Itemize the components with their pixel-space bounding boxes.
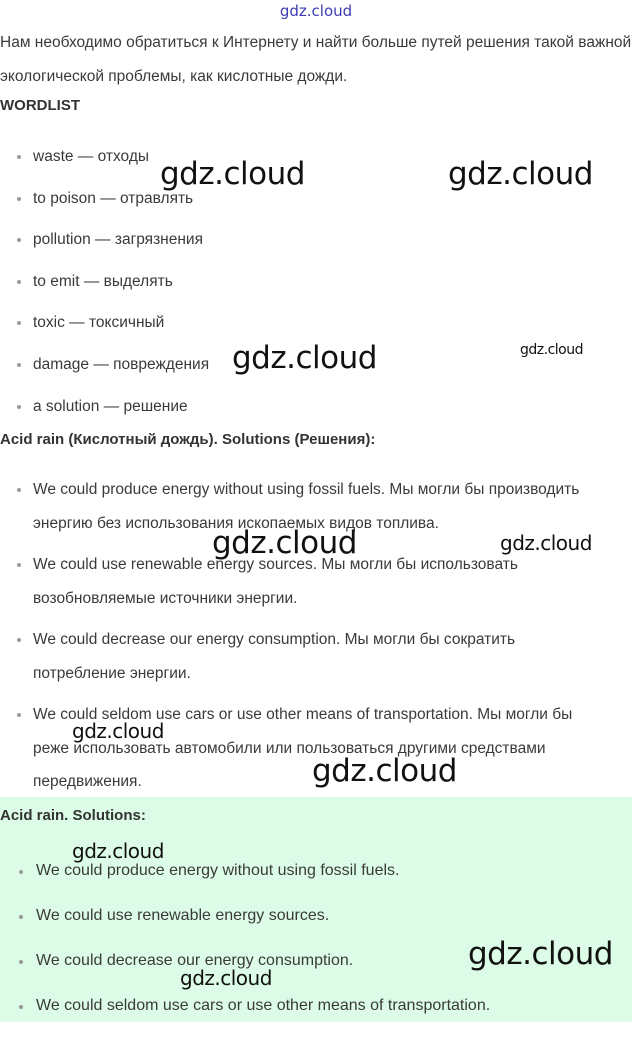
list-item: We could use renewable energy sources. Мы могли бы использовать возобновляемые источники энергии. <box>0 548 600 615</box>
list-item: We could seldom use cars or use other means of transportation. <box>0 996 632 1041</box>
list-item: to emit — выделять <box>0 272 632 314</box>
watermark: gdz.cloud <box>468 936 613 972</box>
short-solutions-heading: Acid rain. Solutions: <box>0 807 146 824</box>
watermark: gdz.cloud <box>312 753 457 789</box>
watermark-top: gdz.cloud <box>279 2 353 20</box>
watermark: gdz.cloud <box>232 340 377 376</box>
watermark: gdz.cloud <box>212 525 357 561</box>
list-item: We could seldom use cars or use other means of transportation. Мы могли бы реже использовать автомобили или пользоваться другими средствами передвижения. <box>0 698 600 799</box>
list-item: We could produce energy without using fossil fuels. Мы могли бы производить энергию без использования ископаемых видов топлива. <box>0 473 600 540</box>
watermark: gdz.cloud <box>520 342 583 358</box>
solutions-list <box>0 473 600 807</box>
intro-paragraph: Нам необходимо обратиться к Интернету и найти больше путей решения такой важной экологической проблемы, как кислотные дожди. <box>0 34 632 85</box>
watermark: gdz.cloud <box>72 839 164 863</box>
list-item: toxic — токсичный <box>0 313 632 355</box>
list-item: We could use renewable energy sources. <box>0 906 632 951</box>
list-item: a solution — решение <box>0 397 632 439</box>
watermark: gdz.cloud <box>72 719 164 743</box>
list-item: We could decrease our energy consumption. <box>0 951 632 996</box>
watermark: gdz.cloud <box>180 966 272 990</box>
list-item: damage — повреждения <box>0 355 632 397</box>
list-item: We could decrease our energy consumption. Мы могли бы сократить потребление энергии. <box>0 623 600 690</box>
list-item: to poison — отравлять <box>0 189 632 231</box>
list-item: We could produce energy without using fossil fuels. <box>0 861 632 906</box>
wordlist-heading: WORDLIST <box>0 97 80 114</box>
list-item: pollution — загрязнения <box>0 230 632 272</box>
watermark: gdz.cloud <box>160 156 305 192</box>
solutions-heading: Acid rain (Кислотный дождь). Solutions (Решения): <box>0 431 376 448</box>
watermark: gdz.cloud <box>448 156 593 192</box>
watermark: gdz.cloud <box>500 531 592 555</box>
list-item: waste — отходы <box>0 147 632 189</box>
